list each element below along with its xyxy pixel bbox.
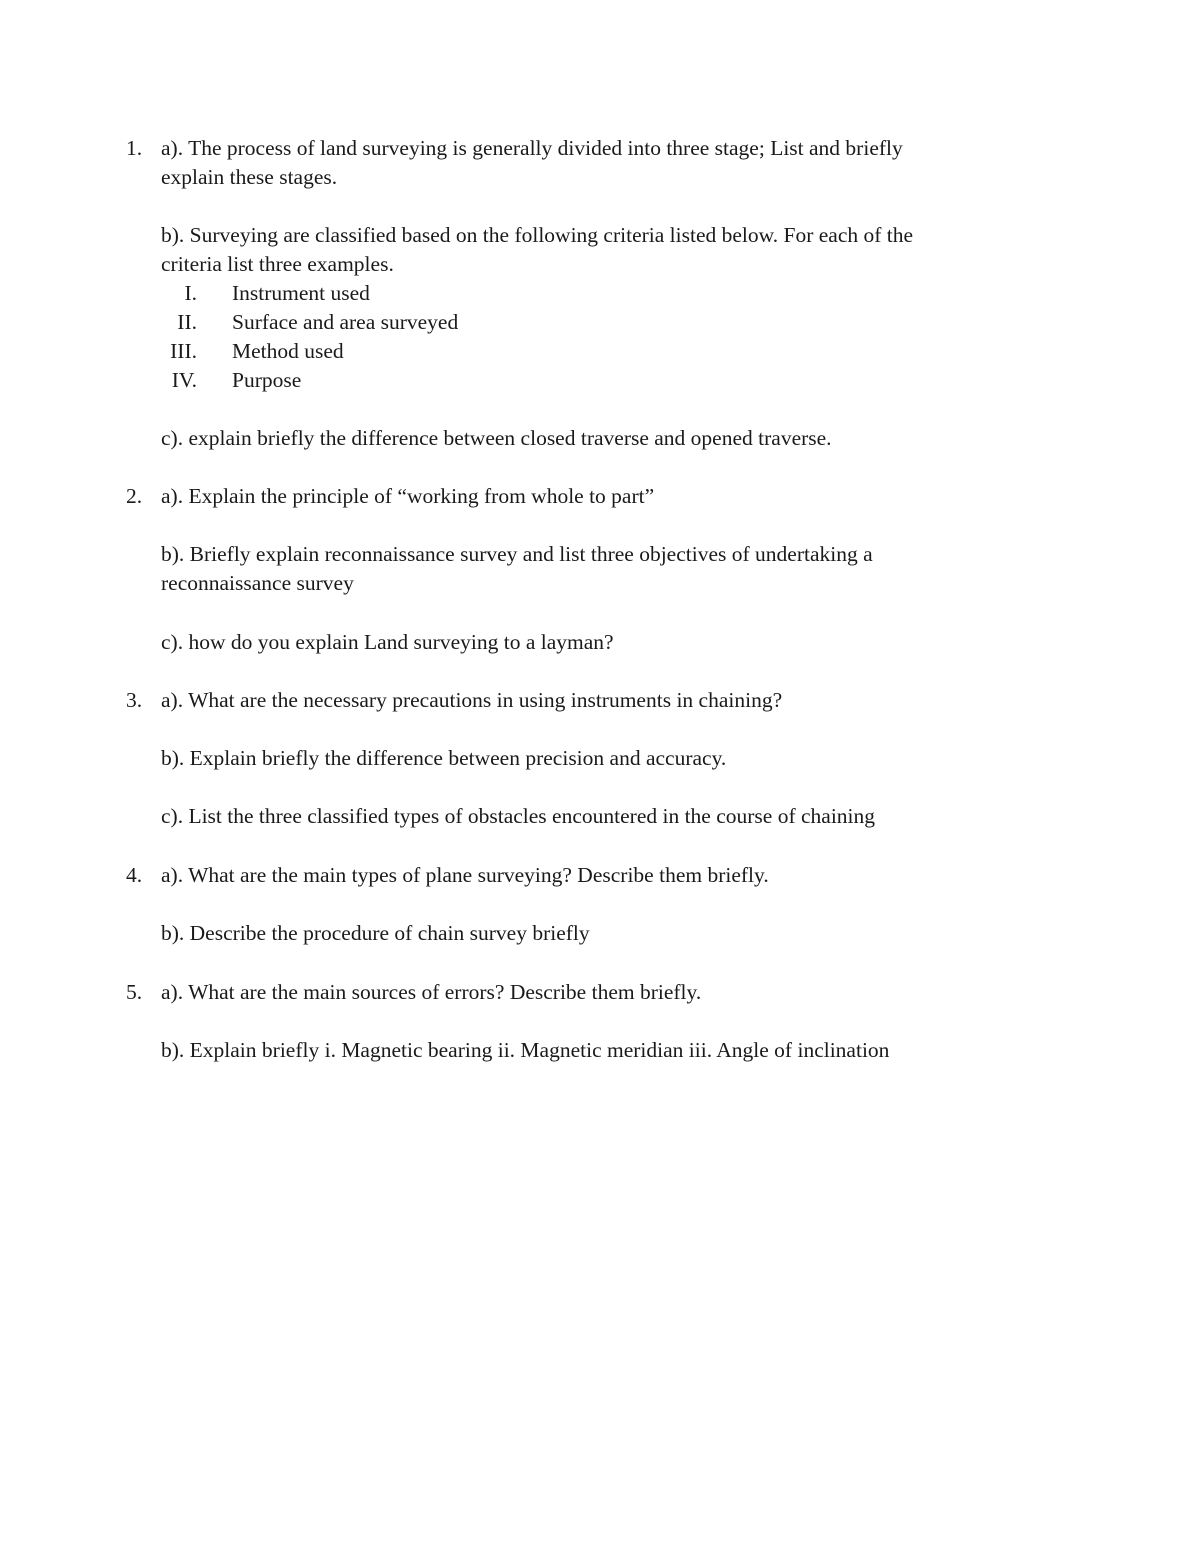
question-2b-line-2: reconnaissance survey (161, 571, 354, 595)
question-number: 3. (126, 688, 143, 712)
criteria-item: Surface and area surveyed (232, 310, 459, 334)
question-1a-line-2: explain these stages. (161, 165, 338, 189)
question-2c: c). how do you explain Land surveying to a layman? (161, 630, 614, 654)
question-number: 5. (126, 980, 143, 1004)
criteria-numeral: I. (184, 281, 197, 305)
criteria-item: Method used (232, 339, 344, 363)
criteria-numeral: IV. (171, 368, 197, 392)
criteria-numeral: II. (177, 310, 197, 334)
question-4b: b). Describe the procedure of chain survey briefly (161, 921, 590, 945)
criteria-numeral: III. (170, 339, 197, 363)
question-1b-line-1: b). Surveying are classified based on the following criteria listed below. For each of the (161, 223, 914, 247)
question-2a: a). Explain the principle of “working from whole to part” (161, 484, 655, 508)
criteria-item: Purpose (232, 368, 302, 392)
criteria-item: Instrument used (232, 281, 370, 305)
question-3a: a). What are the necessary precautions in using instruments in chaining? (161, 688, 783, 712)
question-3c: c). List the three classified types of obstacles encountered in the course of chaining (161, 804, 876, 828)
question-number: 4. (126, 863, 143, 887)
question-number: 1. (126, 136, 143, 160)
question-1a-line-1: a). The process of land surveying is generally divided into three stage; List and briefly (161, 136, 903, 160)
question-4a: a). What are the main types of plane surveying? Describe them briefly. (161, 863, 769, 887)
question-number: 2. (126, 484, 143, 508)
question-5b: b). Explain briefly i. Magnetic bearing ii. Magnetic meridian iii. Angle of inclination (161, 1038, 890, 1062)
question-1c: c). explain briefly the difference between closed traverse and opened traverse. (161, 426, 832, 450)
question-3b: b). Explain briefly the difference between precision and accuracy. (161, 746, 727, 770)
question-1b-line-2: criteria list three examples. (161, 252, 394, 276)
question-5a: a). What are the main sources of errors? Describe them briefly. (161, 980, 702, 1004)
question-2b-line-1: b). Briefly explain reconnaissance survey and list three objectives of undertaking a (161, 542, 873, 566)
